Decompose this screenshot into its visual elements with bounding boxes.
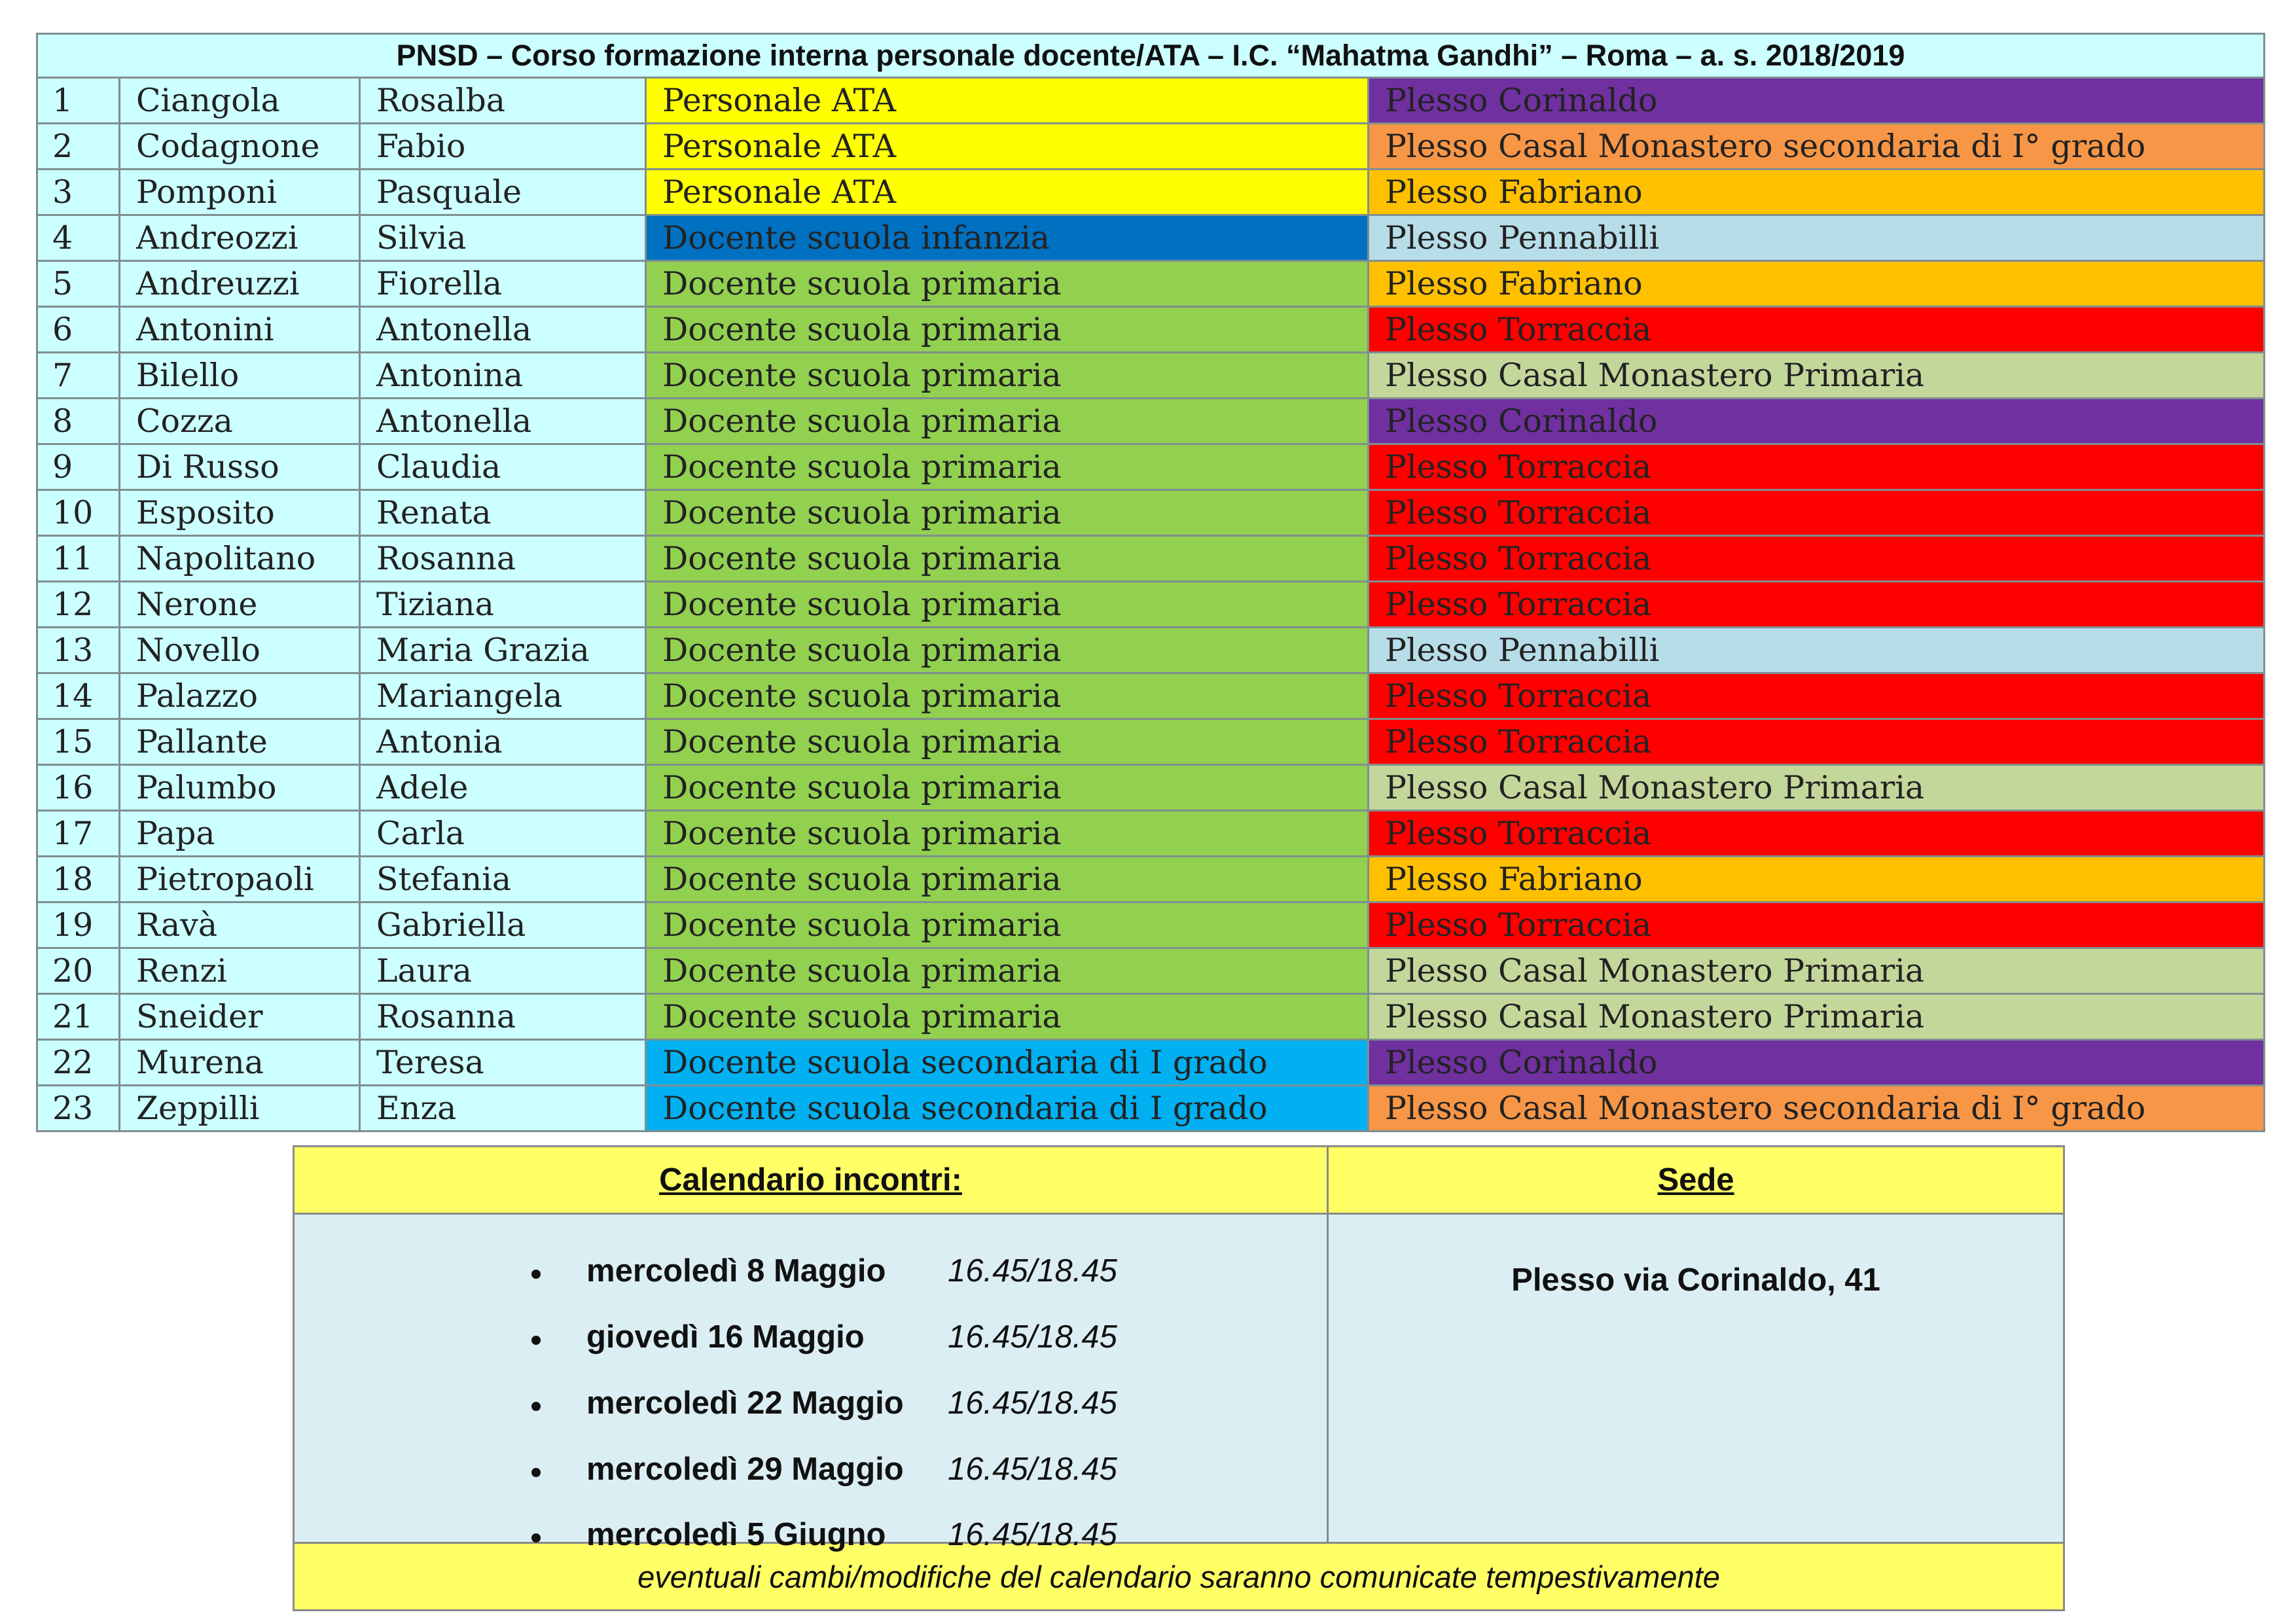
surname-cell: Ciangola <box>120 78 360 124</box>
participants-table <box>36 33 2265 1132</box>
row-number: 17 <box>37 811 120 857</box>
row-number: 23 <box>37 1086 120 1132</box>
table-row <box>37 215 2265 261</box>
table-row <box>37 261 2265 307</box>
table-row <box>37 811 2265 857</box>
plesso-cell: Plesso Corinaldo <box>1369 399 2265 444</box>
name-cell: Carla <box>360 811 646 857</box>
surname-cell: Papa <box>120 811 360 857</box>
row-number: 7 <box>37 353 120 399</box>
role-cell: Docente scuola primaria <box>646 399 1369 444</box>
plesso-cell: Plesso Fabriano <box>1369 261 2265 307</box>
role-cell: Docente scuola primaria <box>646 444 1369 490</box>
role-cell: Docente scuola secondaria di I grado <box>646 1086 1369 1132</box>
table-row <box>37 490 2265 536</box>
table-row <box>37 1040 2265 1086</box>
row-number: 6 <box>37 307 120 353</box>
surname-cell: Cozza <box>120 399 360 444</box>
row-number: 3 <box>37 169 120 215</box>
surname-cell: Di Russo <box>120 444 360 490</box>
name-cell: Renata <box>360 490 646 536</box>
meeting-item <box>295 1516 1327 1556</box>
sede-cell <box>1328 1214 2064 1543</box>
row-number: 22 <box>37 1040 120 1086</box>
row-number: 13 <box>37 628 120 673</box>
name-cell: Stefania <box>360 857 646 902</box>
row-number: 16 <box>37 765 120 811</box>
plesso-cell: Plesso Torraccia <box>1369 444 2265 490</box>
role-cell: Docente scuola primaria <box>646 536 1369 582</box>
role-cell: Docente scuola primaria <box>646 307 1369 353</box>
row-number: 2 <box>37 124 120 169</box>
plesso-cell: Plesso Torraccia <box>1369 536 2265 582</box>
table-row <box>37 673 2265 719</box>
bullet-icon <box>531 1270 541 1279</box>
table-row <box>37 1086 2265 1132</box>
sede-header: Sede <box>1328 1147 2064 1214</box>
role-cell: Docente scuola primaria <box>646 948 1369 994</box>
calendar-footer-note: eventuali cambi/modifiche del calendario saranno comunicate tempestivamente <box>294 1543 2064 1611</box>
meeting-item <box>295 1451 1327 1490</box>
table-row <box>37 444 2265 490</box>
surname-cell: Novello <box>120 628 360 673</box>
table-row <box>37 765 2265 811</box>
role-cell: Docente scuola primaria <box>646 902 1369 948</box>
role-cell: Docente scuola primaria <box>646 765 1369 811</box>
name-cell: Antonella <box>360 307 646 353</box>
name-cell: Rosalba <box>360 78 646 124</box>
role-cell: Docente scuola primaria <box>646 811 1369 857</box>
row-number: 4 <box>37 215 120 261</box>
table-row <box>37 536 2265 582</box>
table-row <box>37 399 2265 444</box>
plesso-cell: Plesso Casal Monastero secondaria di I° grado <box>1369 1086 2265 1132</box>
row-number: 10 <box>37 490 120 536</box>
name-cell: Antonia <box>360 719 646 765</box>
plesso-cell: Plesso Fabriano <box>1369 857 2265 902</box>
role-cell: Personale ATA <box>646 78 1369 124</box>
surname-cell: Palazzo <box>120 673 360 719</box>
table-row <box>37 582 2265 628</box>
surname-cell: Antonini <box>120 307 360 353</box>
table-row <box>37 902 2265 948</box>
role-cell: Personale ATA <box>646 169 1369 215</box>
row-number: 20 <box>37 948 120 994</box>
sede-address: Plesso via Corinaldo, 41 <box>1511 1262 1880 1298</box>
name-cell: Teresa <box>360 1040 646 1086</box>
meeting-item <box>295 1385 1327 1424</box>
meeting-day: giovedì 16 Maggio <box>586 1319 865 1355</box>
plesso-cell: Plesso Torraccia <box>1369 902 2265 948</box>
surname-cell: Sneider <box>120 994 360 1040</box>
name-cell: Claudia <box>360 444 646 490</box>
role-cell: Docente scuola secondaria di I grado <box>646 1040 1369 1086</box>
plesso-cell: Plesso Pennabilli <box>1369 215 2265 261</box>
role-cell: Docente scuola primaria <box>646 857 1369 902</box>
surname-cell: Napolitano <box>120 536 360 582</box>
role-cell: Docente scuola primaria <box>646 490 1369 536</box>
plesso-cell: Plesso Corinaldo <box>1369 78 2265 124</box>
surname-cell: Esposito <box>120 490 360 536</box>
name-cell: Enza <box>360 1086 646 1132</box>
surname-cell: Palumbo <box>120 765 360 811</box>
name-cell: Fiorella <box>360 261 646 307</box>
row-number: 9 <box>37 444 120 490</box>
table-row <box>37 353 2265 399</box>
plesso-cell: Plesso Torraccia <box>1369 307 2265 353</box>
meeting-day: mercoledì 8 Maggio <box>586 1253 886 1289</box>
role-cell: Docente scuola primaria <box>646 719 1369 765</box>
row-number: 1 <box>37 78 120 124</box>
plesso-cell: Plesso Corinaldo <box>1369 1040 2265 1086</box>
name-cell: Pasquale <box>360 169 646 215</box>
name-cell: Maria Grazia <box>360 628 646 673</box>
meeting-time: 16.45/18.45 <box>948 1253 1117 1289</box>
table-row <box>37 857 2265 902</box>
meeting-time: 16.45/18.45 <box>948 1319 1117 1355</box>
surname-cell: Renzi <box>120 948 360 994</box>
name-cell: Rosanna <box>360 536 646 582</box>
meeting-time: 16.45/18.45 <box>948 1517 1117 1552</box>
surname-cell: Nerone <box>120 582 360 628</box>
role-cell: Personale ATA <box>646 124 1369 169</box>
row-number: 18 <box>37 857 120 902</box>
surname-cell: Pallante <box>120 719 360 765</box>
meeting-day: mercoledì 22 Maggio <box>586 1385 904 1421</box>
bullet-icon <box>531 1336 541 1345</box>
row-number: 12 <box>37 582 120 628</box>
table-row <box>37 78 2265 124</box>
name-cell: Laura <box>360 948 646 994</box>
participants-body <box>37 78 2265 1132</box>
role-cell: Docente scuola primaria <box>646 582 1369 628</box>
row-number: 5 <box>37 261 120 307</box>
row-number: 15 <box>37 719 120 765</box>
surname-cell: Andreuzzi <box>120 261 360 307</box>
name-cell: Silvia <box>360 215 646 261</box>
plesso-cell: Plesso Casal Monastero Primaria <box>1369 765 2265 811</box>
table-row <box>37 307 2265 353</box>
table-row <box>37 994 2265 1040</box>
meeting-day: mercoledì 29 Maggio <box>586 1452 904 1487</box>
role-cell: Docente scuola primaria <box>646 673 1369 719</box>
plesso-cell: Plesso Fabriano <box>1369 169 2265 215</box>
surname-cell: Bilello <box>120 353 360 399</box>
bullet-icon <box>531 1468 541 1477</box>
meetings-cell <box>294 1214 1328 1552</box>
row-number: 11 <box>37 536 120 582</box>
name-cell: Gabriella <box>360 902 646 948</box>
table-row <box>37 169 2265 215</box>
plesso-cell: Plesso Casal Monastero Primaria <box>1369 994 2265 1040</box>
name-cell: Tiziana <box>360 582 646 628</box>
role-cell: Docente scuola primaria <box>646 353 1369 399</box>
bullet-icon <box>531 1402 541 1411</box>
meeting-day: mercoledì 5 Giugno <box>586 1517 886 1552</box>
surname-cell: Ravà <box>120 902 360 948</box>
table-row <box>37 948 2265 994</box>
table-row <box>37 719 2265 765</box>
surname-cell: Zeppilli <box>120 1086 360 1132</box>
plesso-cell: Plesso Casal Monastero Primaria <box>1369 353 2265 399</box>
row-number: 14 <box>37 673 120 719</box>
plesso-cell: Plesso Torraccia <box>1369 811 2265 857</box>
name-cell: Antonella <box>360 399 646 444</box>
meeting-time: 16.45/18.45 <box>948 1452 1117 1487</box>
row-number: 21 <box>37 994 120 1040</box>
plesso-cell: Plesso Casal Monastero secondaria di I° grado <box>1369 124 2265 169</box>
plesso-cell: Plesso Torraccia <box>1369 490 2265 536</box>
meeting-time: 16.45/18.45 <box>948 1385 1117 1421</box>
calendar-table <box>293 1145 2065 1611</box>
table-title: PNSD – Corso formazione interna personale docente/ATA – I.C. “Mahatma Gandhi” – Roma – a. s. 2018/2019 <box>37 34 2265 78</box>
bullet-icon <box>531 1533 541 1543</box>
row-number: 19 <box>37 902 120 948</box>
plesso-cell: Plesso Casal Monastero Primaria <box>1369 948 2265 994</box>
plesso-cell: Plesso Torraccia <box>1369 582 2265 628</box>
surname-cell: Andreozzi <box>120 215 360 261</box>
name-cell: Antonina <box>360 353 646 399</box>
surname-cell: Pietropaoli <box>120 857 360 902</box>
role-cell: Docente scuola infanzia <box>646 215 1369 261</box>
name-cell: Rosanna <box>360 994 646 1040</box>
name-cell: Adele <box>360 765 646 811</box>
surname-cell: Pomponi <box>120 169 360 215</box>
plesso-cell: Plesso Torraccia <box>1369 673 2265 719</box>
role-cell: Docente scuola primaria <box>646 261 1369 307</box>
role-cell: Docente scuola primaria <box>646 628 1369 673</box>
plesso-cell: Plesso Pennabilli <box>1369 628 2265 673</box>
calendar-header: Calendario incontri: <box>294 1147 1328 1214</box>
name-cell: Mariangela <box>360 673 646 719</box>
meeting-item <box>295 1319 1327 1358</box>
role-cell: Docente scuola primaria <box>646 994 1369 1040</box>
surname-cell: Murena <box>120 1040 360 1086</box>
surname-cell: Codagnone <box>120 124 360 169</box>
row-number: 8 <box>37 399 120 444</box>
meeting-item <box>295 1253 1327 1292</box>
name-cell: Fabio <box>360 124 646 169</box>
plesso-cell: Plesso Torraccia <box>1369 719 2265 765</box>
table-row <box>37 124 2265 169</box>
table-row <box>37 628 2265 673</box>
